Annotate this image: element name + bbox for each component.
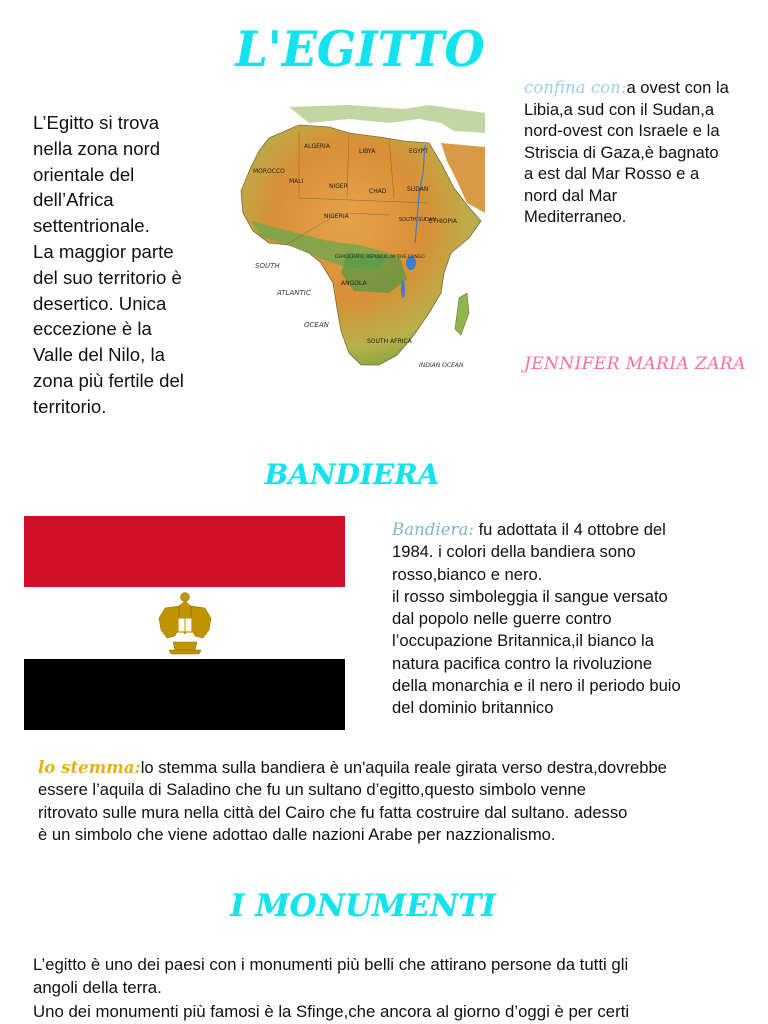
monuments-line: L’egitto è uno dei paesi con i monumenti più belli che attirano persone da tutti gli — [33, 955, 629, 974]
borders-line: Striscia di Gaza,è bagnato — [524, 142, 719, 162]
intro-line: dell’Africa — [33, 189, 114, 211]
page-title: L'EGITTO — [235, 20, 485, 78]
map-label-niger: NIGER — [329, 183, 348, 190]
flag-line: dal popolo nelle guerre contro — [392, 609, 612, 629]
borders-line-text: a ovest con la — [626, 78, 729, 97]
borders-line — [524, 77, 764, 99]
flag-section-title: BANDIERA — [264, 458, 440, 491]
flag-line — [392, 519, 764, 541]
intro-line: L’Egitto si trova — [33, 112, 160, 133]
intro-line: orientale del — [33, 163, 135, 185]
map-label-angola: ANGOLA — [341, 280, 367, 287]
borders-line: nord-ovest con Israele e la — [524, 121, 720, 140]
intro-line: nella zona nord — [33, 137, 161, 159]
intro-line: zona più fertile del — [33, 369, 184, 391]
borders-paragraph — [524, 77, 764, 228]
author-name: JENNIFER MARIA ZARA — [524, 354, 746, 374]
intro-line: settentrionale. — [33, 215, 150, 237]
flag-black-stripe — [24, 659, 345, 730]
africa-map-image — [229, 103, 485, 375]
intro-line: del suo territorio è — [33, 266, 182, 288]
map-label-chad: CHAD — [369, 188, 387, 195]
emblem-line: ritrovato sulle mura nella città del Cairo che fu fatta costruire dal sultano. adesso — [38, 802, 628, 822]
borders-label: confina con: — [524, 78, 627, 97]
monuments-section-title: I MONUMENTI — [230, 888, 496, 924]
emblem-line-text: lo stemma sulla bandiera è un'aquila reale girata verso destra,dovrebbe — [140, 758, 667, 777]
monuments-line: Uno dei monumenti più famosi è la Sfinge,che ancora al giorno d’oggi è per certi — [33, 1001, 630, 1021]
flag-line: rosso,bianco e nero. — [392, 564, 543, 584]
map-label-ethiopia: ETHIOPIA — [429, 218, 457, 225]
flag-line-text: fu adottata il 4 ottobre del — [473, 520, 666, 539]
borders-line: nord dal Mar — [524, 185, 618, 205]
africa-map — [229, 103, 485, 375]
flag-line: natura pacifica contro la rivoluzione — [392, 653, 653, 673]
intro-line: La maggior parte — [33, 240, 174, 262]
map-label-south-atlantic: SOUTH — [255, 262, 280, 270]
map-label-indian-ocean: INDIAN OCEAN — [419, 362, 464, 369]
map-label-atlantic: ATLANTIC — [277, 289, 311, 297]
intro-paragraph — [33, 110, 223, 420]
emblem-label: lo stemma: — [38, 757, 141, 777]
flag-line: della monarchia e il nero il periodo buio — [392, 676, 681, 696]
map-label-sudan: SUDAN — [407, 186, 429, 193]
flag-red-stripe — [24, 516, 345, 587]
flag-paragraph — [392, 519, 764, 720]
flag-line: l’occupazione Britannica,il bianco la — [392, 631, 654, 651]
map-label-ocean: OCEAN — [304, 321, 329, 329]
map-label-nigeria: NIGERIA — [324, 213, 349, 220]
flag-label: Bandiera: — [392, 520, 474, 539]
monuments-line: angoli della terra. — [33, 978, 162, 998]
emblem-line — [38, 756, 766, 779]
emblem-line: è un simbolo che viene adottao dalle nazioni Arabe per nazzionalismo. — [38, 825, 556, 845]
map-label-morocco: MOROCCO — [253, 168, 285, 175]
borders-line: Libia,a sud con il Sudan,a — [524, 99, 715, 119]
eagle-of-saladin-icon — [155, 588, 215, 660]
map-label-south-africa: SOUTH AFRICA — [367, 338, 412, 345]
flag-line: il rosso simboleggia il sangue versato — [392, 586, 668, 606]
map-label-libya: LIBYA — [359, 148, 376, 155]
borders-line: Mediterraneo. — [524, 207, 627, 226]
borders-line: a est dal Mar Rosso e a — [524, 164, 700, 183]
intro-line: eccezione è la — [33, 318, 152, 340]
monuments-paragraph — [33, 953, 763, 1023]
emblem-paragraph — [38, 756, 766, 847]
flag-line: del dominio britannico — [392, 698, 554, 718]
map-label-algeria: ALGERIA — [304, 143, 330, 150]
emblem-line: essere l’aquila di Saladino che fu un sultano d’egitto,questo simbolo venne — [38, 780, 586, 800]
flag-line: 1984. i colori della bandiera sono — [392, 542, 636, 562]
intro-line: territorio. — [33, 395, 107, 417]
egypt-flag — [24, 516, 345, 730]
map-label-mali: MALI — [289, 178, 304, 185]
map-label-egypt: EGYPT — [409, 148, 429, 155]
intro-line: desertico. Unica — [33, 292, 167, 314]
intro-line: Valle del Nilo, la — [33, 344, 165, 366]
map-label-drc: DEMOCRATIC REPUBLIC OF THE CONGO — [335, 255, 425, 260]
map-label-south-sudan: SOUTH SUDAN — [399, 217, 436, 223]
